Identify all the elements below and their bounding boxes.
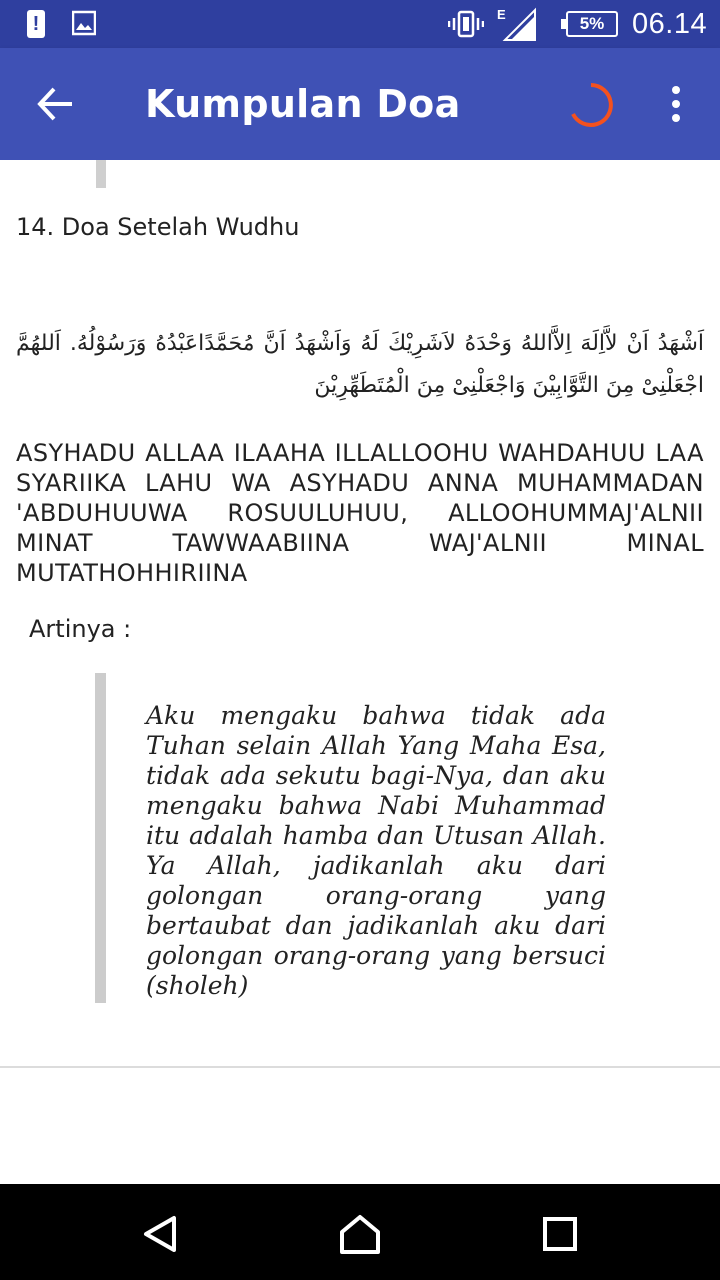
meaning-label: Artinya : [29, 615, 132, 643]
battery-level: 5% [579, 14, 605, 33]
quote-bar [95, 673, 106, 1003]
vibrate-icon [448, 10, 484, 42]
signal-icon [495, 6, 539, 46]
doa-title: 14. Doa Setelah Wudhu [16, 213, 300, 241]
app-bar [0, 48, 720, 160]
status-bar [0, 0, 720, 48]
content-scroll-area[interactable] [0, 160, 720, 1184]
arabic-text: اَشْهَدُ اَنْ لاَّاِلَهَ اِلاَّاللهُ وَحْدَهُ لاَشَرِيْكَ لَهُ وَاَشْهَدُ اَنَّ مُحَمَّدًاعَبْدُهُ وَرَسُوْلُهُ. اَللهُمَّ اجْعَلْنِىْ مِنَ التَّوَّابِيْنَ وَاجْعَلْنِىْ مِنَ الْمُتَطَهِّرِيْنَ [16, 331, 704, 398]
nav-recents-icon [538, 1212, 582, 1256]
back-button[interactable] [30, 84, 82, 124]
battery-icon [566, 11, 618, 37]
more-vert-icon [660, 82, 692, 126]
divider [0, 1066, 720, 1068]
overflow-menu-button[interactable] [660, 82, 692, 126]
previous-quote-bar [96, 160, 106, 188]
progress-spinner-icon [566, 80, 616, 130]
page-title: Kumpulan Doa [145, 82, 461, 126]
status-time: 06.14 [632, 8, 708, 40]
image-icon [72, 10, 96, 40]
nav-home-button[interactable] [338, 1212, 382, 1256]
nav-back-icon [138, 1212, 182, 1256]
nav-home-icon [338, 1212, 382, 1256]
meaning-text: Aku mengaku bahwa tidak ada Tuhan selain Allah Yang Maha Esa, tidak ada sekutu bagi-Nya, dan aku mengaku bahwa Nabi Muhammad itu adalah hamba dan Utusan Allah. Ya Allah, jadikanlah aku dari golongan orang-orang yang bertaubat dan jadikanlah aku dari golongan orang-orang yang bersuci (sholeh) [146, 701, 606, 1000]
nav-back-button[interactable] [138, 1212, 182, 1256]
nav-recents-button[interactable] [538, 1212, 582, 1256]
arrow-left-icon [30, 84, 82, 124]
alert-icon: ! [27, 10, 45, 38]
latin-transliteration: ASYHADU ALLAA ILAAHA ILLALLOOHU WAHDAHUU LAA SYARIIKA LAHU WA ASYHADU ANNA MUHAMMADAN 'ABDUHUUWA ROSUULUHUU, ALLOOHUMMAJ'ALNII MINAT TAWWAABIINA WAJ'ALNII MINAL MUTATHOHHIRIINA [16, 439, 704, 587]
navigation-bar [0, 1184, 720, 1280]
svg-text:E: E [497, 7, 506, 22]
